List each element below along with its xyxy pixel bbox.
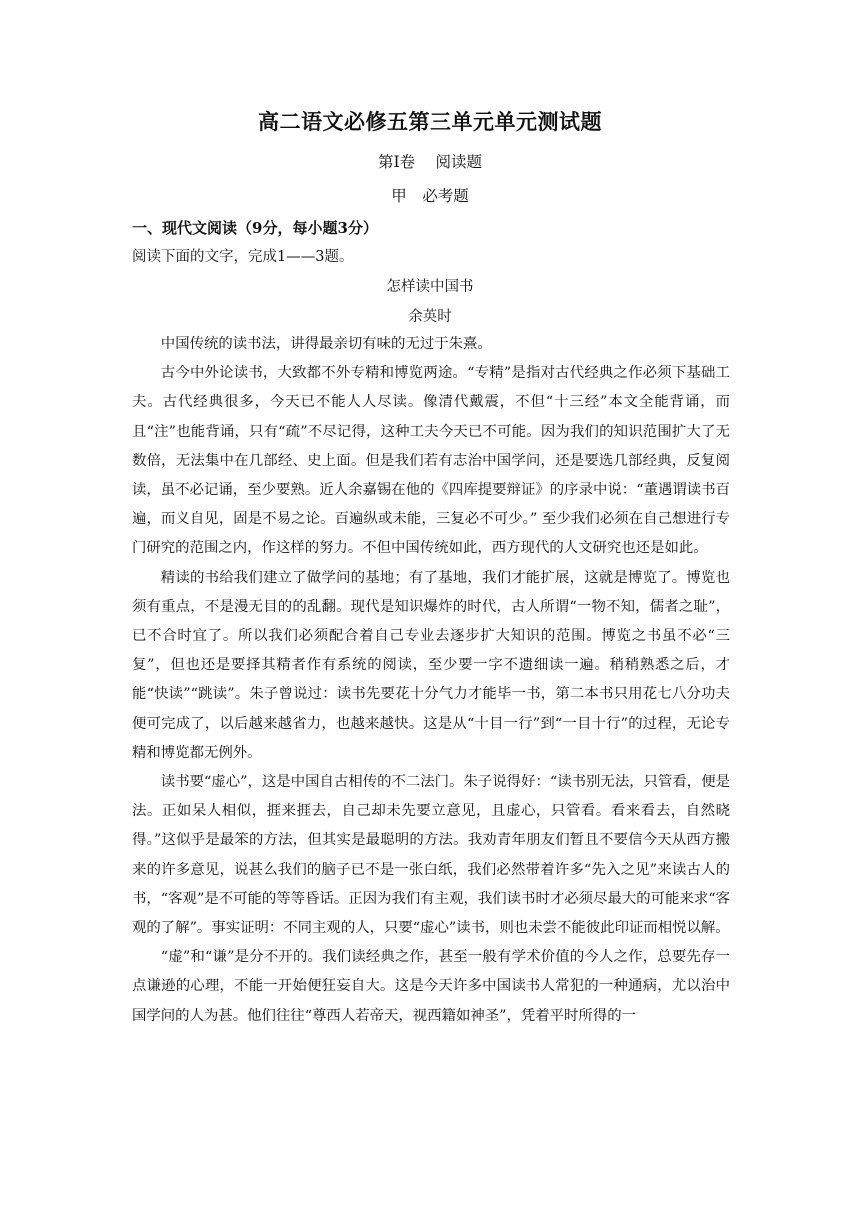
article-title: 怎样读中国书 [386, 279, 474, 295]
article-paragraph: “虚”和“谦”是分不开的。我们读经典之作，甚至一般有学术价值的今人之作，总要先存一点谦逊的心理，不能一开始便狂妄自大。这是今天许多中国读书人常犯的一种通病，尤以治中国学问的人为甚。他们往往“尊西人若帝天，视西籍如神圣”，凭着平时所得的一 [132, 949, 730, 1024]
article-paragraph: 中国传统的读书法，讲得最亲切有味的无过于朱熹。 [160, 336, 492, 352]
part-label: 甲 必考题 [391, 187, 469, 205]
article-author: 余英时 [408, 309, 452, 325]
article-body [132, 330, 730, 1031]
article-paragraph: 精读的书给我们建立了做学问的基地；有了基地，我们才能扩展，这就是博览了。博览也须有重点，不是漫无目的的乱翻。现代是知识爆炸的时代，古人所谓“一物不知，儒者之耻”，已不合时宜了。所以我们必须配合着自己专业去逐步扩大知识的范围。博览之书虽不必“三复”，但也还是要择其精者作有系统的阅读，至少要一字不遗细读一遍。稍稍熟悉之后，才能“快读”“跳读”。朱子曾说过：读书先要花十分气力才能毕一书，第二本书只用花七八分功夫便可完成了，以后越来越省力，也越来越快。这是从“十目一行”到“一目十行”的过程，无论专精和博览都无例外。 [132, 569, 730, 761]
article-paragraph: 古今中外论读书，大致都不外专精和博览两途。“专精”是指对古代经典之作必须下基础工夫。古代经典很多，今天已不能人人尽读。像清代戴震，不但“十三经”本文全能背诵，而且“注”也能背诵，只有“疏”不尽记得，这种工夫今天已不可能。因为我们的知识范围扩大了无数倍，无法集中在几部经、史上面。但是我们若有志治中国学问，还是要选几部经典，反复阅读，虽不必记诵，至少要熟。近人余嘉锡在他的《四库提要辩证》的序录中说：“董遇谓读书百遍，而义自见，固是不易之论。百遍纵或未能，三复必不可少。” 至少我们必须在自己想进行专门研究的范围之内，作这样的努力。不但中国传统如此，西方现代的人文研究也还是如此。 [132, 365, 730, 557]
section-heading: 一、现代文阅读（9分，每小题3分） [132, 219, 378, 237]
volume-label: 第Ⅰ卷 阅读题 [377, 153, 483, 171]
document-title: 高二语文必修五第三单元单元测试题 [258, 109, 602, 134]
reading-instruction: 阅读下面的文字，完成1——3题。 [132, 249, 354, 265]
article-paragraph: 读书要“虚心”，这是中国自古相传的不二法门。朱子说得好：“读书别无法，只管看，便是法。正如呆人相似，捱来捱去，自己却未先要立意见，且虚心，只管看。看来看去，自然晓得。”这似乎是最笨的方法，但其实是最聪明的方法。我劝青年朋友们暂且不要信今天从西方搬来的许多意见，说甚么我们的脑子已不是一张白纸，我们必然带着许多“先入之见”来读古人的书，“客观”是不可能的等等昏话。正因为我们有主观，我们读书时才必须尽最大的可能来求“客观的了解”。事实证明：不同主观的人，只要“虚心”读书，则也未尝不能彼此印证而相悦以解。 [132, 774, 730, 937]
